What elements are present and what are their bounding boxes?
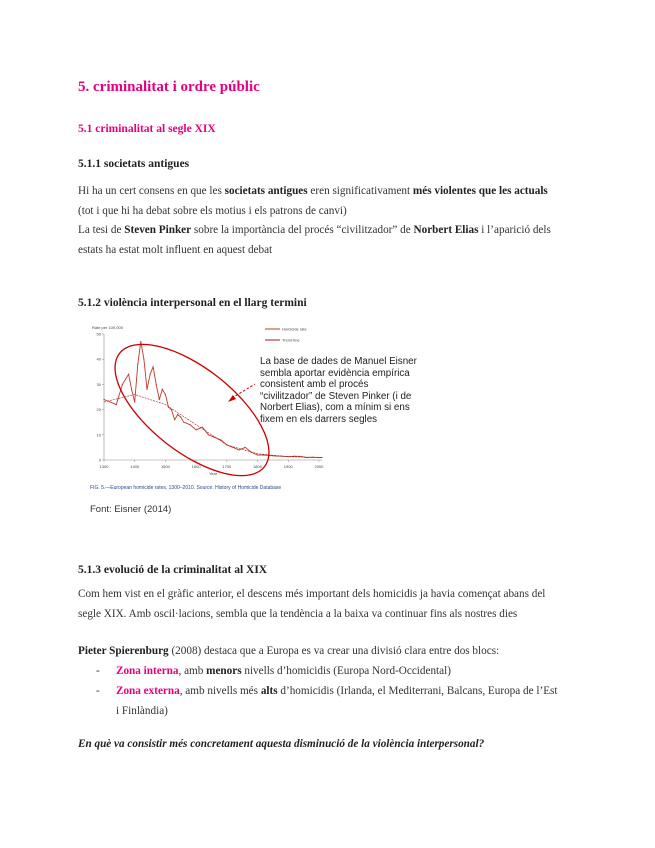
list-item [78, 681, 588, 721]
homicide-rate-point [174, 419, 175, 420]
figure-caption: FIG. 5.—European homicide rates, 1300–2010. Source: History of Homicide Database [90, 485, 282, 491]
x-axis-label: Year [208, 471, 218, 476]
homicide-rate-point [103, 399, 104, 400]
homicide-rate-point [171, 409, 172, 410]
emphasis: alts [260, 685, 278, 697]
paragraph-societats [78, 181, 578, 221]
homicide-rate-point [162, 389, 163, 390]
x-tick-label: 1300 [99, 464, 109, 469]
homicide-rate-point [110, 401, 111, 402]
zone-label: Zona interna [116, 665, 179, 677]
y-tick-label: 40 [96, 356, 101, 362]
paragraph-spierenburg [78, 641, 588, 721]
homicide-rate-point [196, 429, 197, 430]
homicide-rate-point [159, 399, 160, 400]
y-axis-label: Rate per 100,000 [92, 325, 123, 330]
homicide-rate-point [137, 364, 138, 365]
emphasis: més violentes que les actuals [412, 185, 548, 197]
emphasis: Steven Pinker [124, 224, 192, 236]
list-item [78, 661, 588, 681]
x-tick-label: 1700 [222, 464, 232, 469]
text: nivells d’homicidis (Europa Nord-Occidental) [241, 665, 451, 677]
closing-question: En què va consistir més concretament aquesta disminució de la violència interpersonal? [78, 738, 485, 750]
subsection-title: 5.1 criminalitat al segle XIX [78, 123, 216, 135]
homicide-figure [90, 320, 420, 520]
x-tick-label: 1900 [283, 464, 293, 469]
emphasis: Pieter Spierenburg [78, 645, 169, 657]
text: La tesi de [78, 224, 125, 236]
homicide-rate-point [300, 456, 301, 457]
paragraph-evolucio [78, 584, 578, 624]
text: , amb nivells més [179, 685, 261, 697]
legend-label-trend: Trend line [282, 337, 300, 343]
legend-label-homicide: Homicide rate [282, 326, 307, 332]
x-tick-label: 1600 [191, 464, 201, 469]
emphasis: societats antigues [224, 185, 308, 197]
annotation-arrow [232, 384, 255, 398]
y-tick-label: 50 [96, 331, 101, 337]
homicide-rate-point [202, 427, 203, 428]
y-tick-label: 20 [96, 407, 101, 413]
homicide-rate-point [180, 417, 181, 418]
homicide-rate-point [122, 384, 123, 385]
homicide-rate-point [146, 389, 147, 390]
homicide-rate-point [165, 394, 166, 395]
text: (tot i que hi ha debat sobre els motius i els patrons de canvi) [78, 205, 347, 217]
text: d’homicidis (Irlanda, el Mediterrani, Balcans, Europa de l’Est [277, 685, 558, 697]
emphasis: Norbert Elias [413, 224, 479, 236]
text: eren significativament [307, 185, 413, 197]
homicide-rate-point [134, 401, 135, 402]
section-title: 5. criminalitat i ordre públic [78, 79, 260, 95]
homicide-rate-point [156, 384, 157, 385]
arrowhead [228, 395, 236, 402]
paragraph-pinker [78, 220, 578, 260]
text: sobre la importància del procés “civilitzador” de [191, 224, 414, 236]
figure-source: Font: Eisner (2014) [90, 504, 172, 515]
homicide-rate-point [220, 439, 221, 440]
text: (2008) destaca que a Europa es va crear una divisió clara entre dos blocs: [168, 645, 500, 657]
text: , amb [178, 665, 207, 677]
x-tick-label: 1400 [130, 464, 140, 469]
homicide-rate-point [131, 389, 132, 390]
x-tick-label: 2000 [314, 464, 324, 469]
text: segle XIX. Amb oscil·lacions, sembla que la tendència a la baixa va continuar fins als nostres dies [78, 608, 518, 620]
homicide-rate-point [239, 449, 240, 450]
homicide-rate-point [140, 341, 141, 342]
dash-marker: - [96, 685, 100, 697]
dash-marker: - [96, 665, 100, 677]
subsubsection-title-violencia: 5.1.2 violència interpersonal en el llarg termini [78, 297, 307, 309]
homicide-rate-point [189, 424, 190, 425]
homicide-rate-point [128, 374, 129, 375]
x-tick-label: 1500 [160, 464, 170, 469]
homicide-rate-point [208, 434, 209, 435]
y-tick-label: 30 [96, 381, 101, 387]
homicide-rate-point [321, 457, 322, 458]
homicide-rate-point [150, 374, 151, 375]
homicide-rate-point [183, 422, 184, 423]
homicide-rate-point [116, 404, 117, 405]
homicide-rate-point [153, 366, 154, 367]
zone-label: Zona externa [116, 685, 180, 697]
text: i Finlàndia) [116, 705, 168, 717]
homicide-rate-point [177, 414, 178, 415]
emphasis: menors [206, 665, 242, 677]
homicide-rate-point [257, 454, 258, 455]
subsubsection-title-societats: 5.1.1 societats antigues [78, 158, 190, 170]
subsubsection-title-evolucio: 5.1.3 evolució de la criminalitat al XIX [78, 564, 268, 576]
text: i l’aparició dels [478, 224, 551, 236]
bloc-list [78, 661, 588, 721]
homicide-rate-point [143, 359, 144, 360]
figure-annotation: La base de dades de Manuel Eisner sembla aportar evidència empírica consistent amb el procés “civilitzador” de Steven Pinker (i de Norbert Elias), com a mínim si ens fixem en els darrers segles [260, 356, 417, 425]
text: Com hem vist en el gràfic anterior, el descens més important dels homicidis ja havia començat abans del [78, 588, 546, 600]
y-tick-label: 0 [98, 457, 101, 463]
y-tick-label: 10 [96, 432, 101, 438]
homicide-rate-point [245, 447, 246, 448]
x-tick-label: 1800 [253, 464, 262, 469]
text: Hi ha un cert consens en que les [78, 185, 225, 197]
homicide-rate-point [306, 457, 307, 458]
text: estats ha estat molt influent en aquest debat [78, 244, 273, 256]
